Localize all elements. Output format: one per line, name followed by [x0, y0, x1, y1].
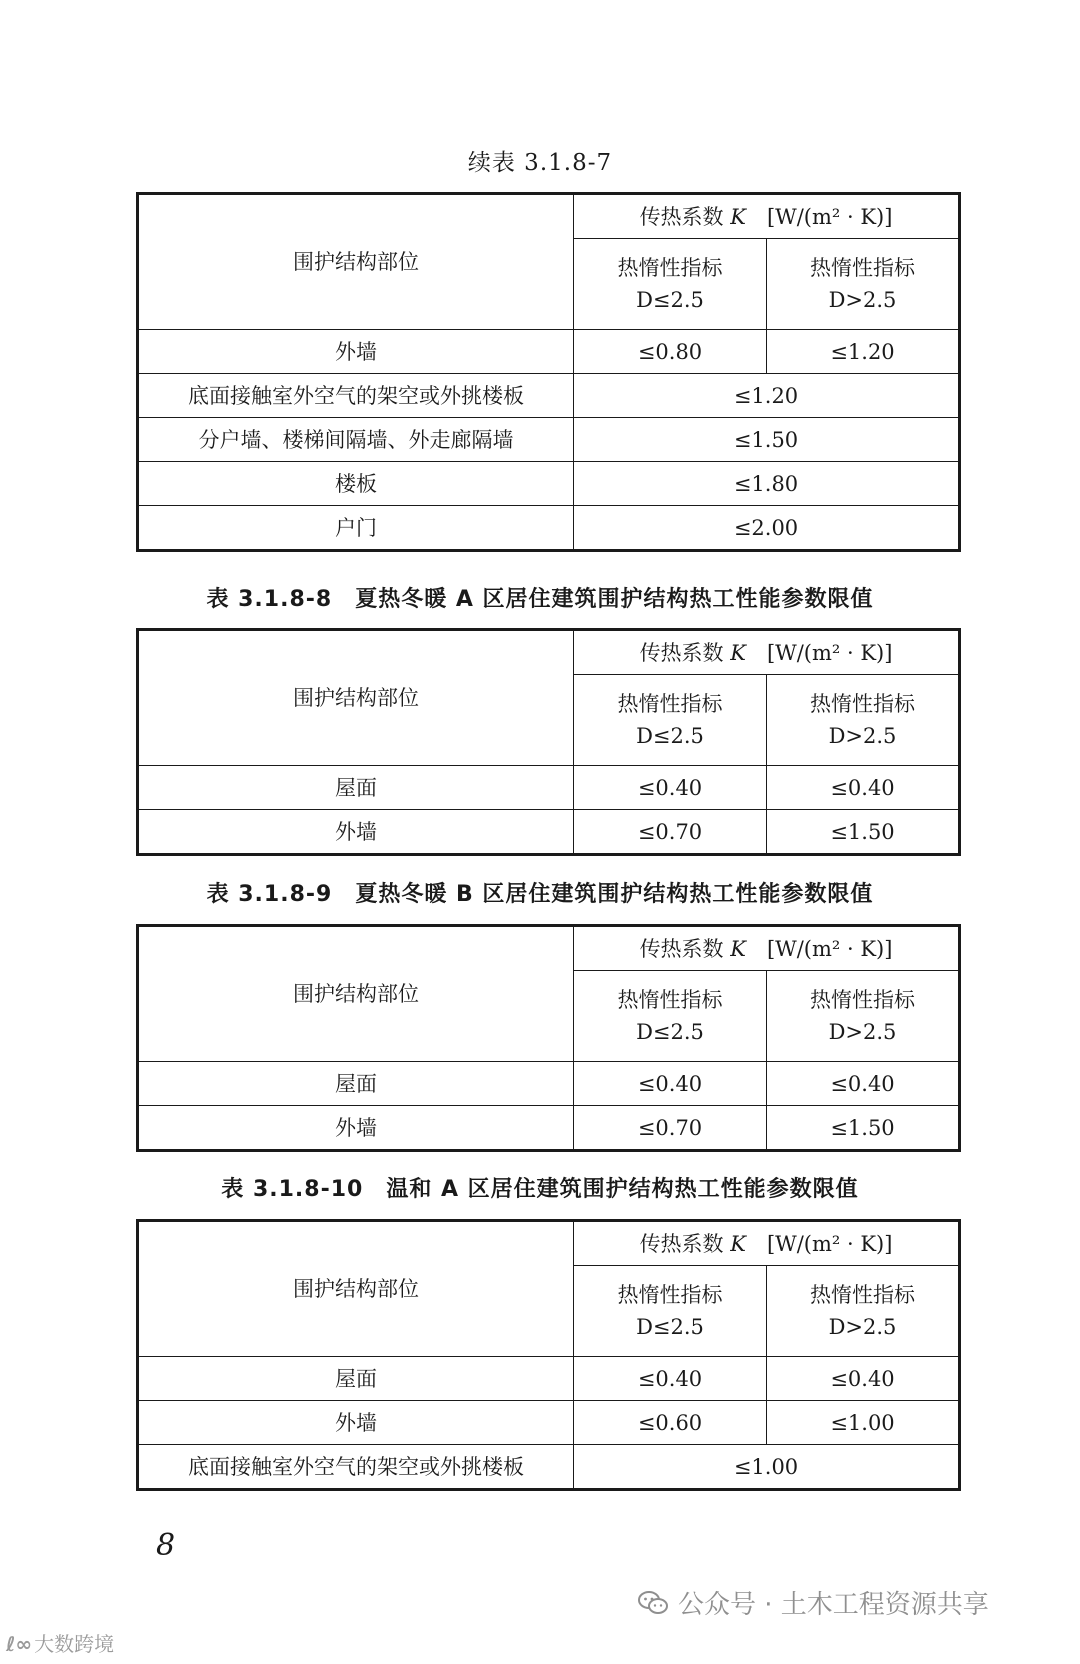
table-row-value-merged: ≤1.20: [574, 374, 960, 418]
column-label: 围护结构部位: [138, 630, 574, 766]
table-row-value-a: ≤0.70: [574, 1106, 767, 1151]
table-caption-2: 表 3.1.8-8 夏热冬暖 A 区居住建筑围护结构热工性能参数限值: [206, 587, 874, 612]
table-row-value-a: ≤0.40: [574, 1357, 767, 1401]
table-row-value-a: ≤0.40: [574, 1062, 767, 1106]
table-caption-4: 表 3.1.8-10 温和 A 区居住建筑围护结构热工性能参数限值: [221, 1177, 859, 1202]
table-row-value-merged: ≤1.50: [574, 418, 960, 462]
table-row-value-a: ≤0.60: [574, 1401, 767, 1445]
table-row-label: 楼板: [138, 462, 574, 506]
column-label: 围护结构部位: [138, 194, 574, 330]
subheader-b: 热惰性指标 D>2.5: [767, 675, 960, 766]
table-row-value-a: ≤0.70: [574, 810, 767, 855]
spec-table-1: [136, 192, 961, 552]
table-row-label: 分户墙、楼梯间隔墙、外走廊隔墙: [138, 418, 574, 462]
watermark-right: [638, 1584, 989, 1621]
spec-table-2: [136, 628, 961, 856]
table-row-label: 户门: [138, 506, 574, 551]
watermark-right-text: 公众号 · 土木工程资源共享: [678, 1590, 989, 1620]
table-row-value-merged: ≤2.00: [574, 506, 960, 551]
table-row-value-b: ≤1.00: [767, 1401, 960, 1445]
table-row-label: 底面接触室外空气的架空或外挑楼板: [138, 374, 574, 418]
table-row-value-a: ≤0.40: [574, 766, 767, 810]
table-row-label: 底面接触室外空气的架空或外挑楼板: [138, 1445, 574, 1490]
column-label: 围护结构部位: [138, 926, 574, 1062]
table-row-label: 外墙: [138, 1106, 574, 1151]
table-row-value-b: ≤0.40: [767, 1357, 960, 1401]
subheader-a: 热惰性指标 D≤2.5: [574, 971, 767, 1062]
table-row-label: 屋面: [138, 1062, 574, 1106]
subheader-a: 热惰性指标 D≤2.5: [574, 675, 767, 766]
table-row-value-b: ≤0.40: [767, 766, 960, 810]
page-number: 8: [156, 1528, 176, 1563]
watermark-left: [6, 1628, 114, 1657]
table-caption-3: 表 3.1.8-9 夏热冬暖 B 区居住建筑围护结构热工性能参数限值: [206, 882, 874, 907]
watermark-left-text: 大数跨境: [34, 1632, 115, 1656]
header-k: 传热系数 K [W/(m² · K)]: [574, 1221, 960, 1266]
table-row-label: 屋面: [138, 1357, 574, 1401]
spec-table-4: [136, 1219, 961, 1491]
header-k: 传热系数 K [W/(m² · K)]: [574, 194, 960, 239]
table-row-value-b: ≤1.20: [767, 330, 960, 374]
header-k: 传热系数 K [W/(m² · K)]: [574, 630, 960, 675]
header-k: 传热系数 K [W/(m² · K)]: [574, 926, 960, 971]
subheader-a: 热惰性指标 D≤2.5: [574, 1266, 767, 1357]
table-row-value-b: ≤0.40: [767, 1062, 960, 1106]
subheader-b: 热惰性指标 D>2.5: [767, 239, 960, 330]
table-row-value-b: ≤1.50: [767, 1106, 960, 1151]
wechat-icon: [638, 1590, 668, 1616]
table-row-value-b: ≤1.50: [767, 810, 960, 855]
table-row-label: 外墙: [138, 1401, 574, 1445]
subheader-b: 热惰性指标 D>2.5: [767, 1266, 960, 1357]
table-row-label: 外墙: [138, 330, 574, 374]
spec-table-3: [136, 924, 961, 1152]
table-row-value-merged: ≤1.80: [574, 462, 960, 506]
table-caption-1: 续表 3.1.8-7: [467, 150, 613, 176]
table-row-value-a: ≤0.80: [574, 330, 767, 374]
table-row-value-merged: ≤1.00: [574, 1445, 960, 1490]
subheader-a: 热惰性指标 D≤2.5: [574, 239, 767, 330]
table-row-label: 屋面: [138, 766, 574, 810]
table-row-label: 外墙: [138, 810, 574, 855]
brand-logo: ℓ∞: [6, 1632, 33, 1656]
column-label: 围护结构部位: [138, 1221, 574, 1357]
subheader-b: 热惰性指标 D>2.5: [767, 971, 960, 1062]
